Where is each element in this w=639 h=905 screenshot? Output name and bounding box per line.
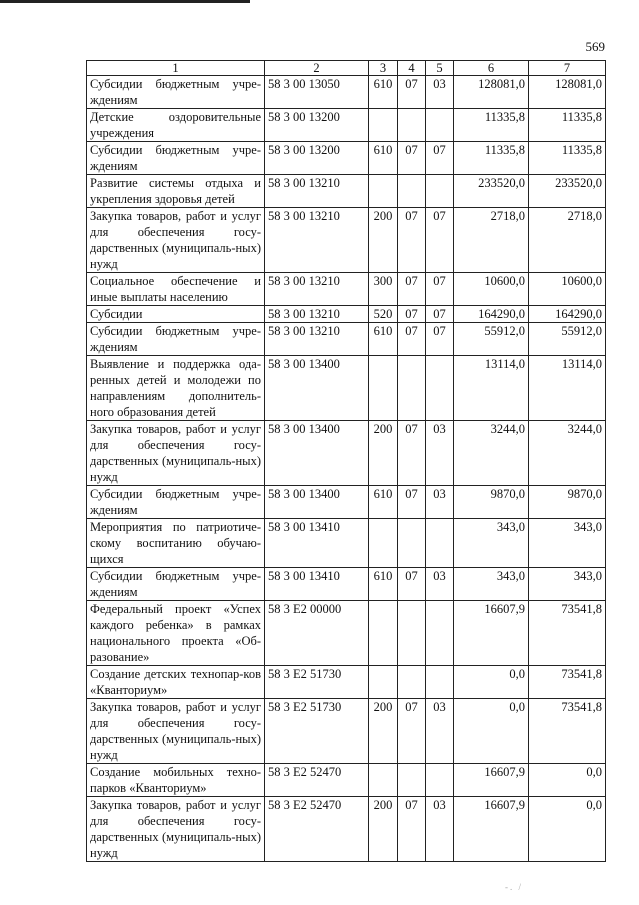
cell-rz: 07 [398,208,426,273]
cell-amount-6: 16607,9 [454,764,529,797]
cell-vr [369,666,398,699]
col-header-1: 1 [87,61,265,76]
cell-name: Закупка товаров, работ и услуг для обеспечения госу-дарственных (муниципаль-ных) нужд [87,699,265,764]
table-row [87,764,606,797]
cell-code: 58 3 E2 51730 [265,699,369,764]
cell-code: 58 3 00 13210 [265,208,369,273]
cell-vr: 520 [369,306,398,323]
cell-amount-7: 0,0 [529,764,606,797]
cell-amount-7: 73541,8 [529,699,606,764]
col-header-5: 5 [426,61,454,76]
table-row [87,666,606,699]
cell-pr: 07 [426,323,454,356]
cell-vr: 610 [369,568,398,601]
cell-amount-7: 164290,0 [529,306,606,323]
cell-rz: 07 [398,699,426,764]
cell-pr [426,601,454,666]
cell-pr [426,175,454,208]
cell-amount-6: 55912,0 [454,323,529,356]
cell-vr: 610 [369,486,398,519]
cell-vr: 610 [369,323,398,356]
cell-amount-6: 343,0 [454,519,529,568]
col-header-3: 3 [369,61,398,76]
cell-rz: 07 [398,306,426,323]
cell-vr [369,175,398,208]
cell-amount-7: 128081,0 [529,76,606,109]
cell-name: Субсидии бюджетным учре-ждениям [87,568,265,601]
cell-amount-6: 11335,8 [454,109,529,142]
cell-pr: 07 [426,306,454,323]
cell-pr: 07 [426,273,454,306]
table-row [87,142,606,175]
margin-scribble: -. / [505,882,523,892]
cell-name: Создание детских технопар-ков «Кванториум» [87,666,265,699]
cell-vr: 200 [369,208,398,273]
cell-code: 58 3 00 13210 [265,306,369,323]
cell-amount-6: 10600,0 [454,273,529,306]
cell-rz: 07 [398,76,426,109]
cell-vr: 200 [369,699,398,764]
table-row [87,486,606,519]
cell-code: 58 3 E2 00000 [265,601,369,666]
cell-name: Социальное обеспечение и иные выплаты населению [87,273,265,306]
cell-code: 58 3 E2 52470 [265,797,369,862]
cell-amount-6: 233520,0 [454,175,529,208]
cell-pr: 03 [426,486,454,519]
cell-name: Федеральный проект «Успех каждого ребенка» в рамках национального проекта «Об-разование» [87,601,265,666]
cell-amount-6: 9870,0 [454,486,529,519]
cell-rz [398,175,426,208]
header-row [87,61,606,76]
cell-amount-6: 128081,0 [454,76,529,109]
cell-rz [398,109,426,142]
cell-rz: 07 [398,323,426,356]
table-row [87,797,606,862]
cell-vr [369,356,398,421]
cell-name: Закупка товаров, работ и услуг для обеспечения госу-дарственных (муниципаль-ных) нужд [87,208,265,273]
cell-rz: 07 [398,421,426,486]
cell-pr [426,109,454,142]
cell-name: Выявление и поддержка ода-ренных детей и молодежи по направлениям дополнитель-ного образования детей [87,356,265,421]
cell-rz: 07 [398,568,426,601]
cell-vr [369,109,398,142]
cell-name: Закупка товаров, работ и услуг для обеспечения госу-дарственных (муниципаль-ных) нужд [87,421,265,486]
cell-code: 58 3 00 13210 [265,273,369,306]
cell-code: 58 3 E2 51730 [265,666,369,699]
cell-pr [426,519,454,568]
cell-pr: 03 [426,421,454,486]
cell-pr: 03 [426,699,454,764]
cell-rz [398,519,426,568]
cell-name: Субсидии бюджетным учре-ждениям [87,323,265,356]
table-row [87,76,606,109]
cell-vr: 200 [369,797,398,862]
budget-table [86,60,606,862]
scan-edge-mark [0,0,250,3]
col-header-7: 7 [529,61,606,76]
col-header-4: 4 [398,61,426,76]
cell-pr: 03 [426,76,454,109]
table-row [87,109,606,142]
table-row [87,519,606,568]
cell-rz [398,666,426,699]
cell-amount-7: 343,0 [529,519,606,568]
cell-name: Закупка товаров, работ и услуг для обеспечения госу-дарственных (муниципаль-ных) нужд [87,797,265,862]
cell-amount-7: 0,0 [529,797,606,862]
page-number: 569 [585,39,605,54]
cell-amount-7: 11335,8 [529,142,606,175]
table-row [87,273,606,306]
cell-pr [426,764,454,797]
cell-amount-6: 164290,0 [454,306,529,323]
cell-name: Субсидии бюджетным учре-ждениям [87,76,265,109]
cell-amount-6: 3244,0 [454,421,529,486]
table-row [87,175,606,208]
cell-code: 58 3 00 13210 [265,175,369,208]
cell-pr [426,356,454,421]
table-row [87,568,606,601]
cell-code: 58 3 00 13400 [265,486,369,519]
cell-vr: 200 [369,421,398,486]
table-row [87,699,606,764]
cell-amount-7: 10600,0 [529,273,606,306]
cell-amount-6: 16607,9 [454,797,529,862]
table-row [87,323,606,356]
cell-amount-6: 343,0 [454,568,529,601]
table-row [87,356,606,421]
cell-amount-7: 343,0 [529,568,606,601]
cell-vr [369,519,398,568]
cell-amount-7: 3244,0 [529,421,606,486]
cell-name: Создание мобильных техно-парков «Кванториум» [87,764,265,797]
cell-name: Детские оздоровительные учреждения [87,109,265,142]
cell-name: Субсидии бюджетным учре-ждениям [87,486,265,519]
cell-vr: 610 [369,76,398,109]
table-row [87,306,606,323]
table-row [87,421,606,486]
cell-amount-7: 13114,0 [529,356,606,421]
col-header-2: 2 [265,61,369,76]
cell-vr: 300 [369,273,398,306]
cell-name: Развитие системы отдыха и укрепления здоровья детей [87,175,265,208]
cell-amount-7: 55912,0 [529,323,606,356]
cell-amount-6: 0,0 [454,666,529,699]
cell-rz: 07 [398,797,426,862]
cell-pr: 03 [426,797,454,862]
cell-name: Субсидии бюджетным учре-ждениям [87,142,265,175]
cell-rz: 07 [398,273,426,306]
cell-amount-7: 73541,8 [529,601,606,666]
cell-amount-7: 2718,0 [529,208,606,273]
cell-vr [369,601,398,666]
cell-pr: 07 [426,208,454,273]
cell-code: 58 3 00 13050 [265,76,369,109]
cell-amount-6: 11335,8 [454,142,529,175]
cell-code: 58 3 00 13410 [265,519,369,568]
cell-code: 58 3 00 13400 [265,356,369,421]
cell-code: 58 3 00 13400 [265,421,369,486]
cell-code: 58 3 00 13410 [265,568,369,601]
cell-amount-7: 233520,0 [529,175,606,208]
cell-vr [369,764,398,797]
cell-rz [398,601,426,666]
cell-rz: 07 [398,486,426,519]
cell-pr: 07 [426,142,454,175]
cell-pr: 03 [426,568,454,601]
cell-name: Мероприятия по патриотиче-скому воспитанию обучаю-щихся [87,519,265,568]
cell-pr [426,666,454,699]
cell-vr: 610 [369,142,398,175]
cell-rz: 07 [398,142,426,175]
cell-code: 58 3 E2 52470 [265,764,369,797]
cell-amount-7: 9870,0 [529,486,606,519]
cell-amount-6: 0,0 [454,699,529,764]
col-header-6: 6 [454,61,529,76]
cell-name: Субсидии [87,306,265,323]
cell-code: 58 3 00 13200 [265,142,369,175]
cell-code: 58 3 00 13210 [265,323,369,356]
cell-amount-7: 73541,8 [529,666,606,699]
cell-rz [398,356,426,421]
table-row [87,208,606,273]
cell-amount-6: 13114,0 [454,356,529,421]
cell-rz [398,764,426,797]
cell-amount-7: 11335,8 [529,109,606,142]
cell-amount-6: 2718,0 [454,208,529,273]
cell-amount-6: 16607,9 [454,601,529,666]
table-row [87,601,606,666]
cell-code: 58 3 00 13200 [265,109,369,142]
